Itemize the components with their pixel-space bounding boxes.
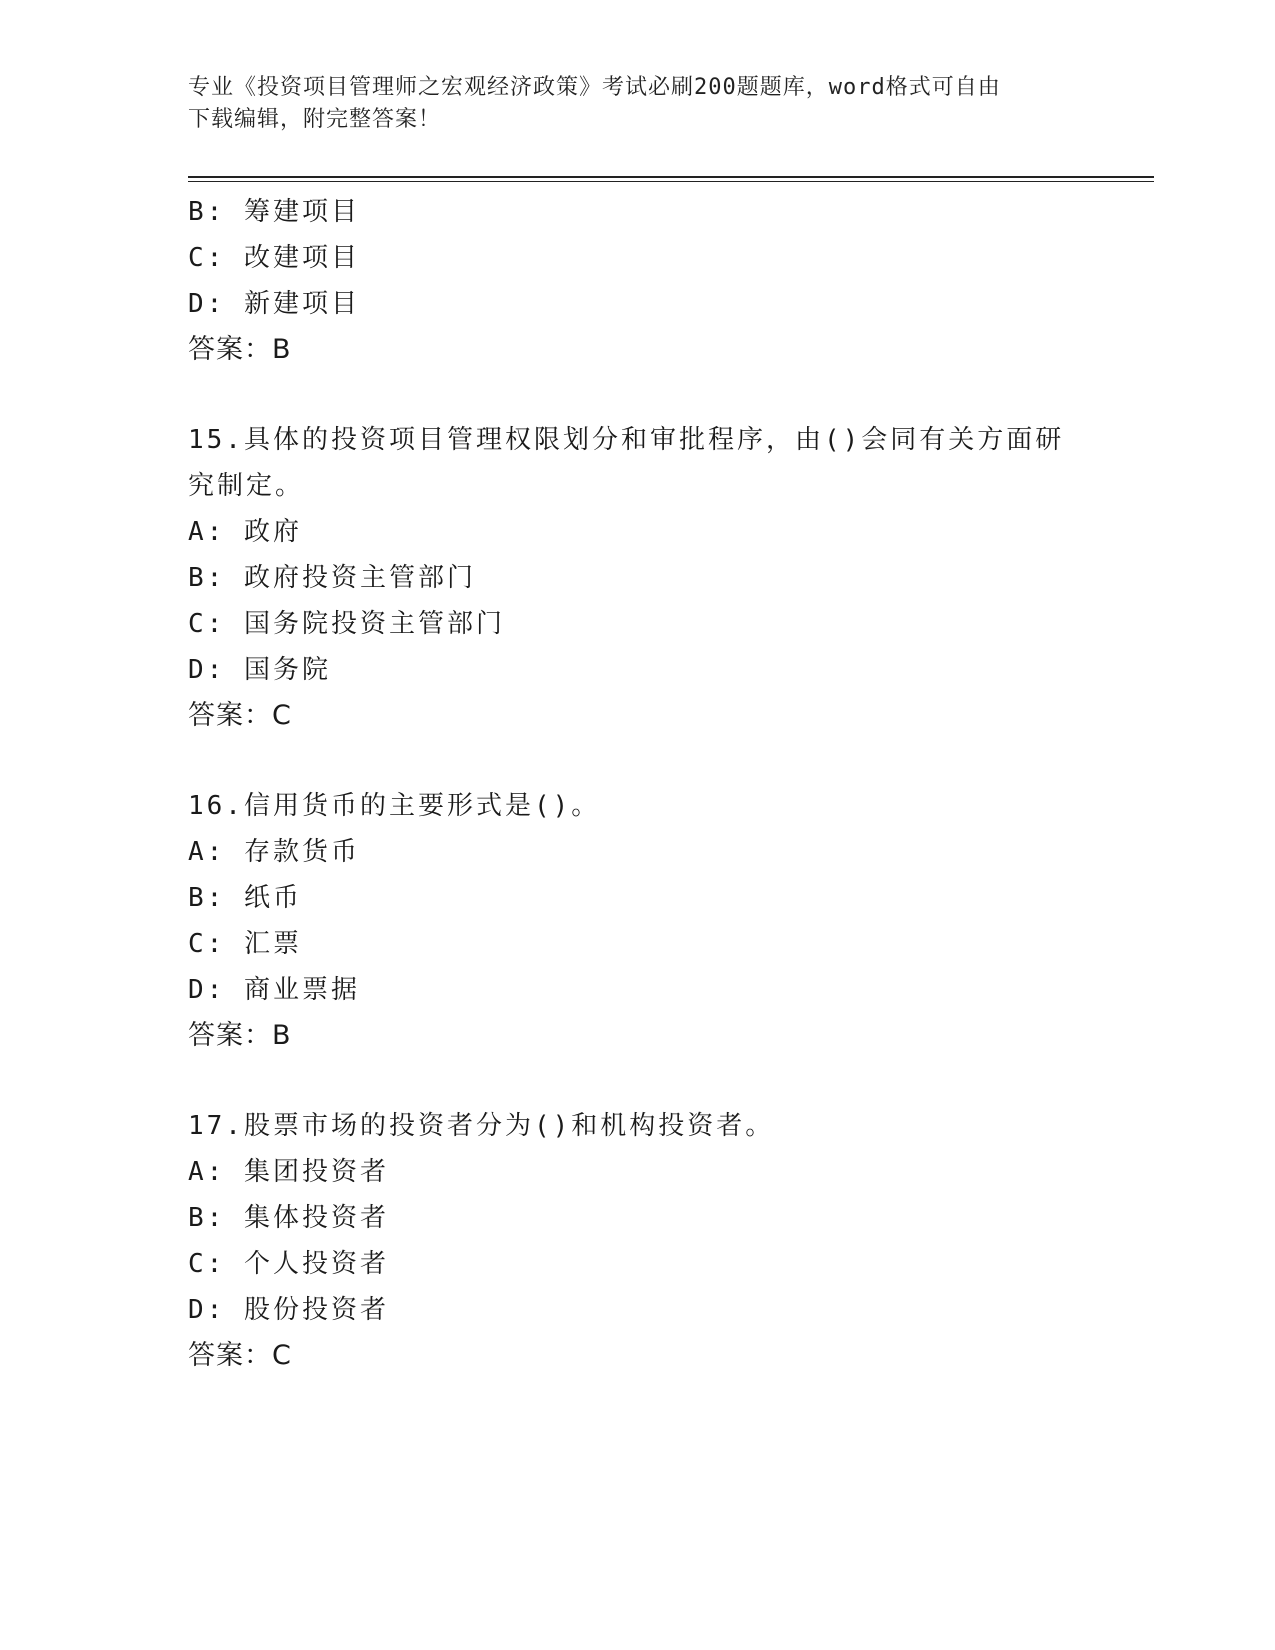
option-d: D: 国务院	[188, 655, 331, 685]
option-c: C: 个人投资者	[188, 1249, 389, 1279]
question-14-remainder	[188, 189, 1088, 373]
option-d: D: 新建项目	[188, 289, 360, 319]
option-b: B: 集体投资者	[188, 1203, 389, 1233]
answer: 答案：C	[188, 700, 292, 731]
option-d: D: 商业票据	[188, 975, 360, 1005]
option-a: A: 集团投资者	[188, 1157, 389, 1187]
option-c: C: 改建项目	[188, 243, 360, 273]
header-divider-thin	[188, 181, 1154, 182]
header-line-1: 专业《投资项目管理师之宏观经济政策》考试必刷200题题库，word格式可自由	[188, 75, 1001, 100]
question-16	[188, 783, 1088, 1059]
option-b: B: 纸币	[188, 883, 302, 913]
question-text: 16.信用货币的主要形式是()。	[188, 791, 601, 821]
answer: 答案：B	[188, 1020, 292, 1051]
question-15	[188, 417, 1088, 739]
option-c: C: 国务院投资主管部门	[188, 609, 505, 639]
option-a: A: 存款货币	[188, 837, 360, 867]
answer: 答案：C	[188, 1340, 292, 1371]
question-text: 17.股票市场的投资者分为()和机构投资者。	[188, 1111, 775, 1141]
answer: 答案：B	[188, 334, 292, 365]
question-17	[188, 1103, 1088, 1379]
header-line-2: 下载编辑，附完整答案！	[188, 107, 442, 132]
option-d: D: 股份投资者	[188, 1295, 389, 1325]
option-b: B: 筹建项目	[188, 197, 360, 227]
option-b: B: 政府投资主管部门	[188, 563, 476, 593]
header-divider-thick	[188, 176, 1154, 178]
question-text: 15.具体的投资项目管理权限划分和审批程序，由()会同有关方面研究制定。	[188, 425, 1065, 501]
document-header	[188, 72, 1088, 136]
question-list	[188, 189, 1088, 1379]
option-a: A: 政府	[188, 517, 302, 547]
option-c: C: 汇票	[188, 929, 302, 959]
